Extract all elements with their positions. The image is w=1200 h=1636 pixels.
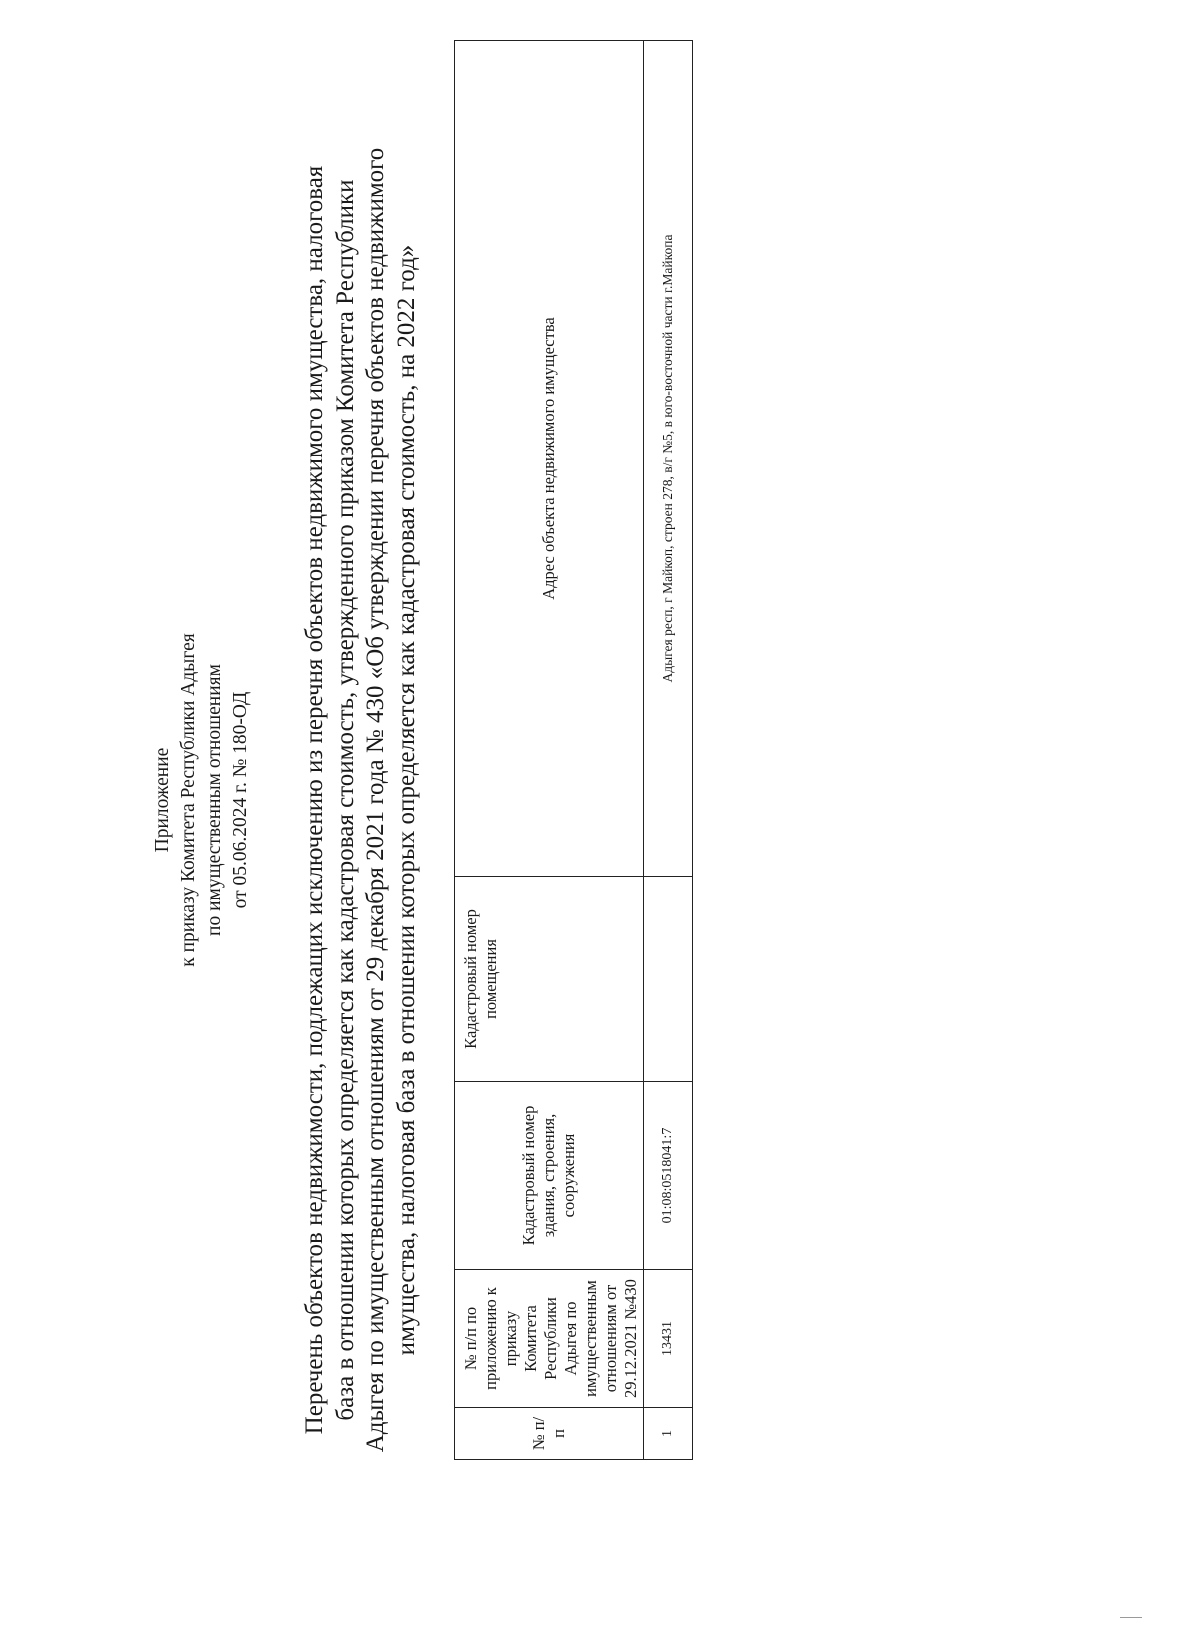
heading-line-3: Адыгея по имущественным отношениям от 29 декабря 2021 года № 430 «Об утверждении перечня объектов недвижимого: [362, 147, 389, 1453]
heading-line-4: имущества, налоговая база в отношении которых определяется как кадастровая стоимость, на 2022 год»: [392, 244, 420, 1356]
objects-table: [454, 40, 693, 1460]
appendix-title: Приложение: [152, 747, 173, 853]
appendix-date: от 05.06.2024 г. № 180-ОД: [230, 691, 251, 909]
cell-appendix-num: 13431: [644, 1270, 693, 1408]
table-header-row: [455, 41, 644, 1460]
table-row: [644, 41, 693, 1460]
header-building-cadastral: Кадастровый номер здания, строения, сооружения: [455, 1082, 644, 1270]
cell-num: 1: [644, 1408, 693, 1460]
scan-artifact-line: [1120, 1617, 1142, 1618]
appendix-header: [150, 0, 254, 1600]
appendix-order-ref: к приказу Комитета Республики Адыгея: [178, 633, 199, 967]
document-heading: [300, 0, 422, 1600]
header-address: Адрес объекта недвижимого имущества: [455, 41, 644, 877]
header-appendix-num: № п/п по приложению к приказу Комитета Республики Адыгея по имущественным отношениям от 29.12.2021 №430: [455, 1270, 644, 1408]
cell-address: Адыгея респ, г Майкоп, строен 278, в/г №5, в юго-восточной части г.Майкопа: [644, 41, 693, 877]
cell-premises-cadastral: [644, 877, 693, 1082]
heading-line-1: Перечень объектов недвижимости, подлежащих исключению из перечня объектов недвижимого имущества, налоговая: [301, 165, 328, 1435]
cell-building-cadastral: 01:08:0518041:7: [644, 1082, 693, 1270]
heading-line-2: база в отношении которых определяется как кадастровая стоимость, утвержденного приказом Комитета Республики: [331, 179, 359, 1421]
appendix-committee: по имущественным отношениям: [204, 664, 225, 936]
header-num: № п/п: [455, 1408, 644, 1460]
header-premises-cadastral: Кадастровый номер помещения: [455, 877, 644, 1082]
